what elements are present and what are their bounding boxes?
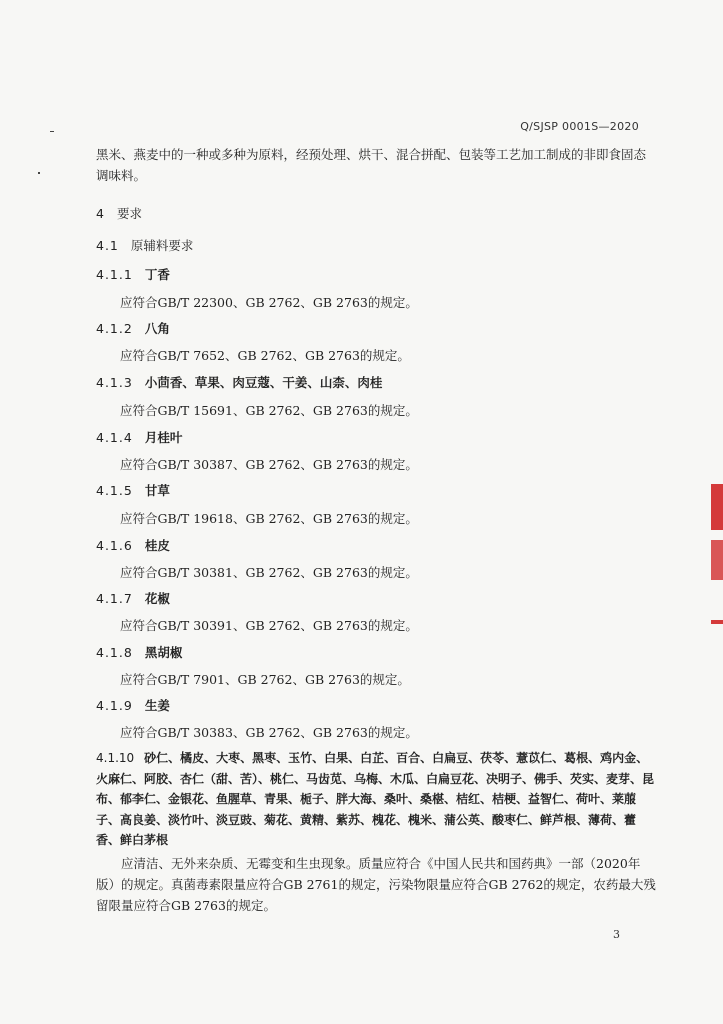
item-heading-4-1-1 (96, 266, 170, 284)
item-heading-4-1-9 (96, 697, 170, 715)
item-title: 月桂叶 (144, 430, 183, 445)
item-number: 4.1.8 (96, 645, 133, 660)
intro-paragraph: 黑米、燕麦中的一种或多种为原料，经预处理、烘干、混合拼配、包装等工艺加工制成的非即食固态调味料。 (96, 147, 647, 183)
page-number: 3 (613, 928, 620, 941)
item-title: 生姜 (144, 698, 170, 713)
item-requirement: 应符合GB/T 30383、GB 2762、GB 2763的规定。 (120, 725, 418, 740)
item-title: 甘草 (144, 483, 170, 498)
item-number: 4.1.7 (96, 591, 133, 606)
item-title: 黑胡椒 (144, 645, 183, 660)
section-title: 原辅料要求 (130, 238, 194, 253)
scan-speck (50, 131, 54, 132)
scan-speck (38, 172, 40, 174)
section-number: 4 (96, 206, 105, 221)
stamp-fragment (711, 540, 723, 580)
item-number: 4.1.6 (96, 538, 133, 553)
item-title: 丁香 (144, 267, 170, 282)
item-number: 4.1.4 (96, 430, 133, 445)
item-herb-list: 砂仁、橘皮、大枣、黑枣、玉竹、白果、白芷、百合、白扁豆、茯苓、薏苡仁、葛根、鸡内金、火麻仁、阿胶、杏仁（甜、苦）、桃仁、马齿苋、乌梅、木瓜、白扁豆花、决明子、佛手、芡实、麦芽、昆布、郁李仁、金银花、鱼腥草、青果、栀子、胖大海、桑叶、桑椹、桔红、桔梗、益智仁、荷叶、莱菔子、高良姜、淡竹叶、淡豆豉、菊花、黄精、紫苏、槐花、槐米、蒲公英、酸枣仁、鲜芦根、薄荷、藿香、鲜白茅根 (96, 751, 655, 847)
stamp-fragment (711, 620, 723, 624)
section-heading-4 (96, 205, 142, 223)
item-requirement: 应符合GB/T 7901、GB 2762、GB 2763的规定。 (120, 672, 410, 687)
item-number: 4.1.3 (96, 375, 133, 390)
closing-paragraph: 应清洁、无外来杂质、无霉变和生虫现象。质量应符合《中国人民共和国药典》一部（2020年版）的规定。真菌毒素限量应符合GB 2761的规定，污染物限量应符合GB 2762的规定，农药最大残留限量应符合GB 2763的规定。 (96, 856, 656, 913)
item-heading-4-1-4 (96, 429, 182, 447)
item-heading-4-1-8 (96, 644, 182, 662)
item-number: 4.1.10 (96, 751, 135, 765)
item-requirement: 应符合GB/T 7652、GB 2762、GB 2763的规定。 (120, 348, 410, 363)
item-requirement: 应符合GB/T 30387、GB 2762、GB 2763的规定。 (120, 457, 418, 472)
item-title: 八角 (144, 321, 170, 336)
item-requirement: 应符合GB/T 22300、GB 2762、GB 2763的规定。 (120, 295, 418, 310)
item-heading-4-1-7 (96, 590, 170, 608)
document-id: Q/SJSP 0001S—2020 (520, 120, 639, 133)
item-requirement: 应符合GB/T 15691、GB 2762、GB 2763的规定。 (120, 403, 418, 418)
item-title: 小茴香、草果、肉豆蔻、干姜、山柰、肉桂 (144, 375, 383, 390)
item-number: 4.1.5 (96, 483, 133, 498)
item-number: 4.1.1 (96, 267, 133, 282)
item-heading-4-1-2 (96, 320, 170, 338)
section-heading-4-1 (96, 237, 193, 255)
item-number: 4.1.2 (96, 321, 133, 336)
section-number: 4.1 (96, 238, 119, 253)
item-4-1-10 (96, 748, 656, 851)
item-title: 桂皮 (144, 538, 170, 553)
item-title: 花椒 (144, 591, 170, 606)
item-requirement: 应符合GB/T 30391、GB 2762、GB 2763的规定。 (120, 618, 418, 633)
item-number: 4.1.9 (96, 698, 133, 713)
stamp-fragment (711, 484, 723, 530)
item-heading-4-1-3 (96, 374, 382, 392)
item-heading-4-1-5 (96, 482, 170, 500)
item-requirement: 应符合GB/T 30381、GB 2762、GB 2763的规定。 (120, 565, 418, 580)
section-title: 要求 (116, 206, 142, 221)
item-requirement: 应符合GB/T 19618、GB 2762、GB 2763的规定。 (120, 511, 418, 526)
item-heading-4-1-6 (96, 537, 170, 555)
